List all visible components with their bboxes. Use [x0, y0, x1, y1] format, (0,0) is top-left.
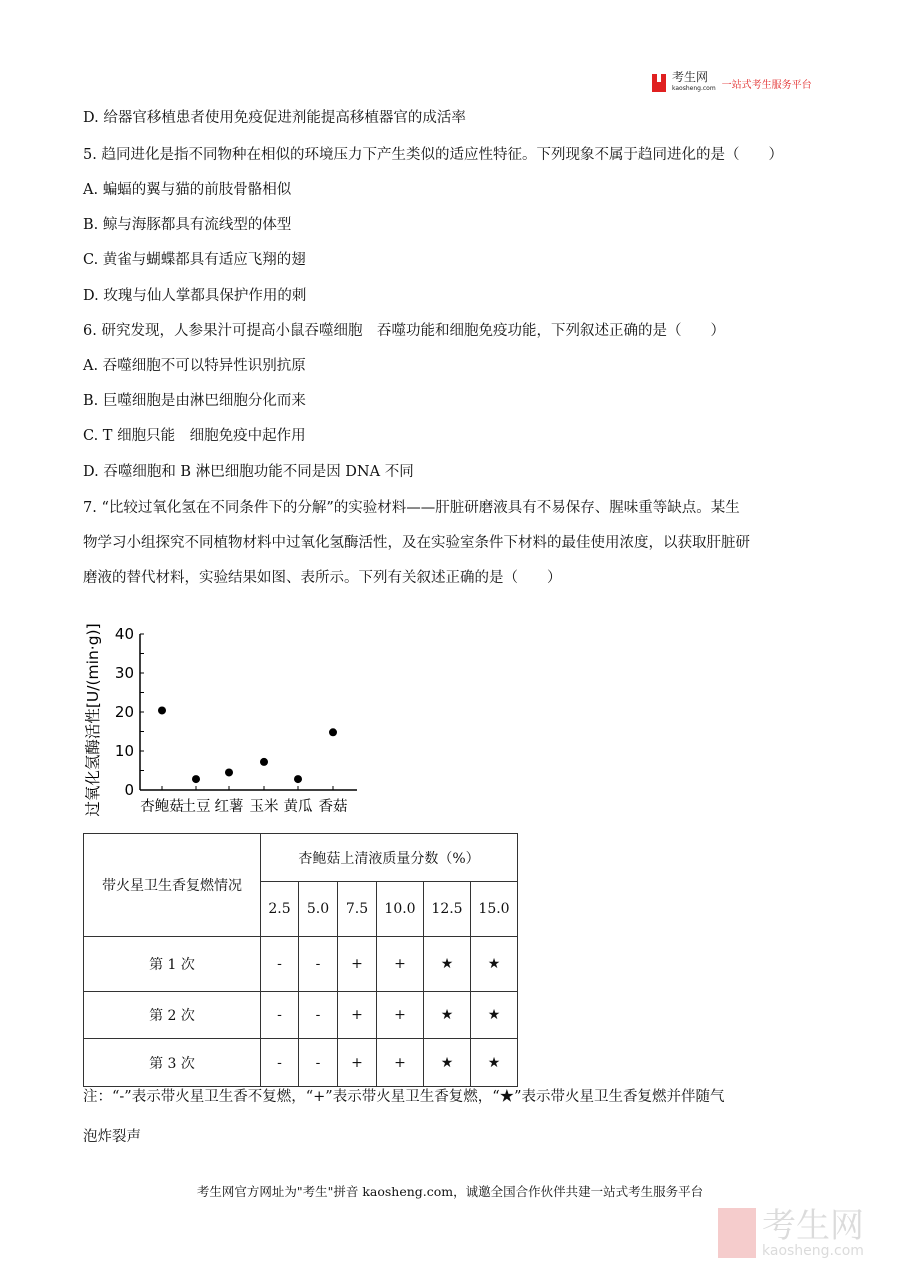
note-line-1: 注：“-”表示带火星卫生香不复燃，“+”表示带火星卫生香复燃，“★”表示带火星卫生香复燃并伴随气 [83, 1089, 725, 1105]
data-point [260, 758, 268, 766]
y-tick-label: 40 [114, 625, 134, 643]
text-line: B. 巨噬细胞是由淋巴细胞分化而来 [83, 393, 306, 409]
kaosheng-logo-icon [652, 74, 666, 92]
brand-url: kaosheng.com [672, 85, 716, 92]
table-row [84, 1039, 518, 1087]
table-cell: ★ [424, 937, 471, 992]
note-line-2: 泡炸裂声 [83, 1129, 141, 1145]
x-tick-label: 杏鲍菇 [140, 799, 184, 815]
data-point [329, 728, 337, 736]
text-line: 物学习小组探究不同植物材料中过氧化氢酶活性，及在实验室条件下材料的最佳使用浓度，以获取肝脏研 [83, 535, 750, 551]
y-tick-label: 0 [124, 781, 134, 799]
table-cell: - [261, 1039, 299, 1087]
x-tick-label: 黄瓜 [283, 799, 313, 815]
table-cell: - [299, 992, 338, 1039]
table-cell: - [299, 937, 338, 992]
table-cell: + [338, 1039, 377, 1087]
col-label: 5.0 [299, 882, 338, 937]
table-cell: ★ [471, 992, 518, 1039]
table-cell: ★ [471, 1039, 518, 1087]
x-tick-label: 玉米 [249, 799, 279, 815]
text-line: 磨液的替代材料，实验结果如图、表所示。下列有关叙述正确的是（ ） [83, 570, 562, 586]
col-label: 15.0 [471, 882, 518, 937]
row-label: 第 1 次 [84, 937, 261, 992]
y-axis-label: 过氧化氢酶活性[U/(min·g)] [84, 623, 102, 817]
table-row [84, 992, 518, 1039]
table-cell: - [261, 937, 299, 992]
x-tick-label: 香菇 [318, 799, 348, 815]
table-cell: + [338, 992, 377, 1039]
text-line: A. 吞噬细胞不可以特异性识别抗原 [83, 358, 306, 374]
text-line: A. 蝙蝠的翼与猫的前肢骨骼相似 [83, 182, 292, 198]
brand-name: 考生网 [672, 70, 709, 84]
footer: 考生网官方网址为"考生"拼音 kaosheng.com，诚邀全国合作伙伴共建一站式考生服务平台 [196, 1184, 704, 1199]
row-label: 第 3 次 [84, 1039, 261, 1087]
col-label: 12.5 [424, 882, 471, 937]
text-line: 5. 趋同进化是指不同物种在相似的环境压力下产生类似的适应性特征。下列现象不属于趋同进化的是（ ） [83, 147, 783, 163]
watermark [718, 1208, 864, 1258]
col-label: 2.5 [261, 882, 299, 937]
table-cell: + [377, 992, 424, 1039]
text-line: 6. 研究发现，人参果汁可提高小鼠吞噬细胞 吞噬功能和细胞免疫功能，下列叙述正确的是（ ） [83, 323, 725, 339]
table-cell: + [338, 937, 377, 992]
x-tick-label: 土豆 [181, 799, 211, 815]
header-logo [652, 72, 812, 94]
results-table [83, 833, 518, 1087]
data-point [225, 768, 233, 776]
table-cell: ★ [424, 1039, 471, 1087]
data-point [294, 775, 302, 783]
table-cell: ★ [424, 992, 471, 1039]
data-point [192, 775, 200, 783]
y-tick-label: 30 [114, 664, 134, 682]
text-line: D. 吞噬细胞和 B 淋巴细胞功能不同是因 DNA 不同 [83, 464, 414, 480]
col-header: 杏鲍菇上清液质量分数（%） [261, 834, 518, 882]
table-cell: + [377, 1039, 424, 1087]
data-point [158, 706, 166, 714]
table-row [84, 937, 518, 992]
text-line: C. 黄雀与蝴蝶都具有适应飞翔的翅 [83, 252, 306, 268]
watermark-logo-icon [718, 1208, 756, 1258]
x-tick-label: 红薯 [214, 799, 244, 815]
table-cell: ★ [471, 937, 518, 992]
text-line: C. T 细胞只能 细胞免疫中起作用 [83, 428, 306, 444]
watermark-brand: 考生网 [762, 1206, 864, 1246]
row-header: 带火星卫生香复燃情况 [84, 834, 261, 937]
table-cell: - [299, 1039, 338, 1087]
text-line: 7. “比较过氧化氢在不同条件下的分解”的实验材料——肝脏研磨液具有不易保存、腥味重等缺点。某生 [83, 500, 740, 516]
col-label: 10.0 [377, 882, 424, 937]
y-tick-label: 10 [114, 742, 134, 760]
text-line: D. 玫瑰与仙人掌都具保护作用的刺 [83, 288, 307, 304]
col-label: 7.5 [338, 882, 377, 937]
y-tick-label: 20 [114, 703, 134, 721]
enzyme-activity-chart [80, 610, 380, 830]
text-line: B. 鲸与海豚都具有流线型的体型 [83, 217, 292, 233]
watermark-url: kaosheng.com [762, 1243, 864, 1259]
table-cell: - [261, 992, 299, 1039]
slogan: 一站式考生服务平台 [721, 79, 812, 91]
table-cell: + [377, 937, 424, 992]
text-line: D. 给器官移植患者使用免疫促进剂能提高移植器官的成活率 [83, 110, 466, 126]
row-label: 第 2 次 [84, 992, 261, 1039]
